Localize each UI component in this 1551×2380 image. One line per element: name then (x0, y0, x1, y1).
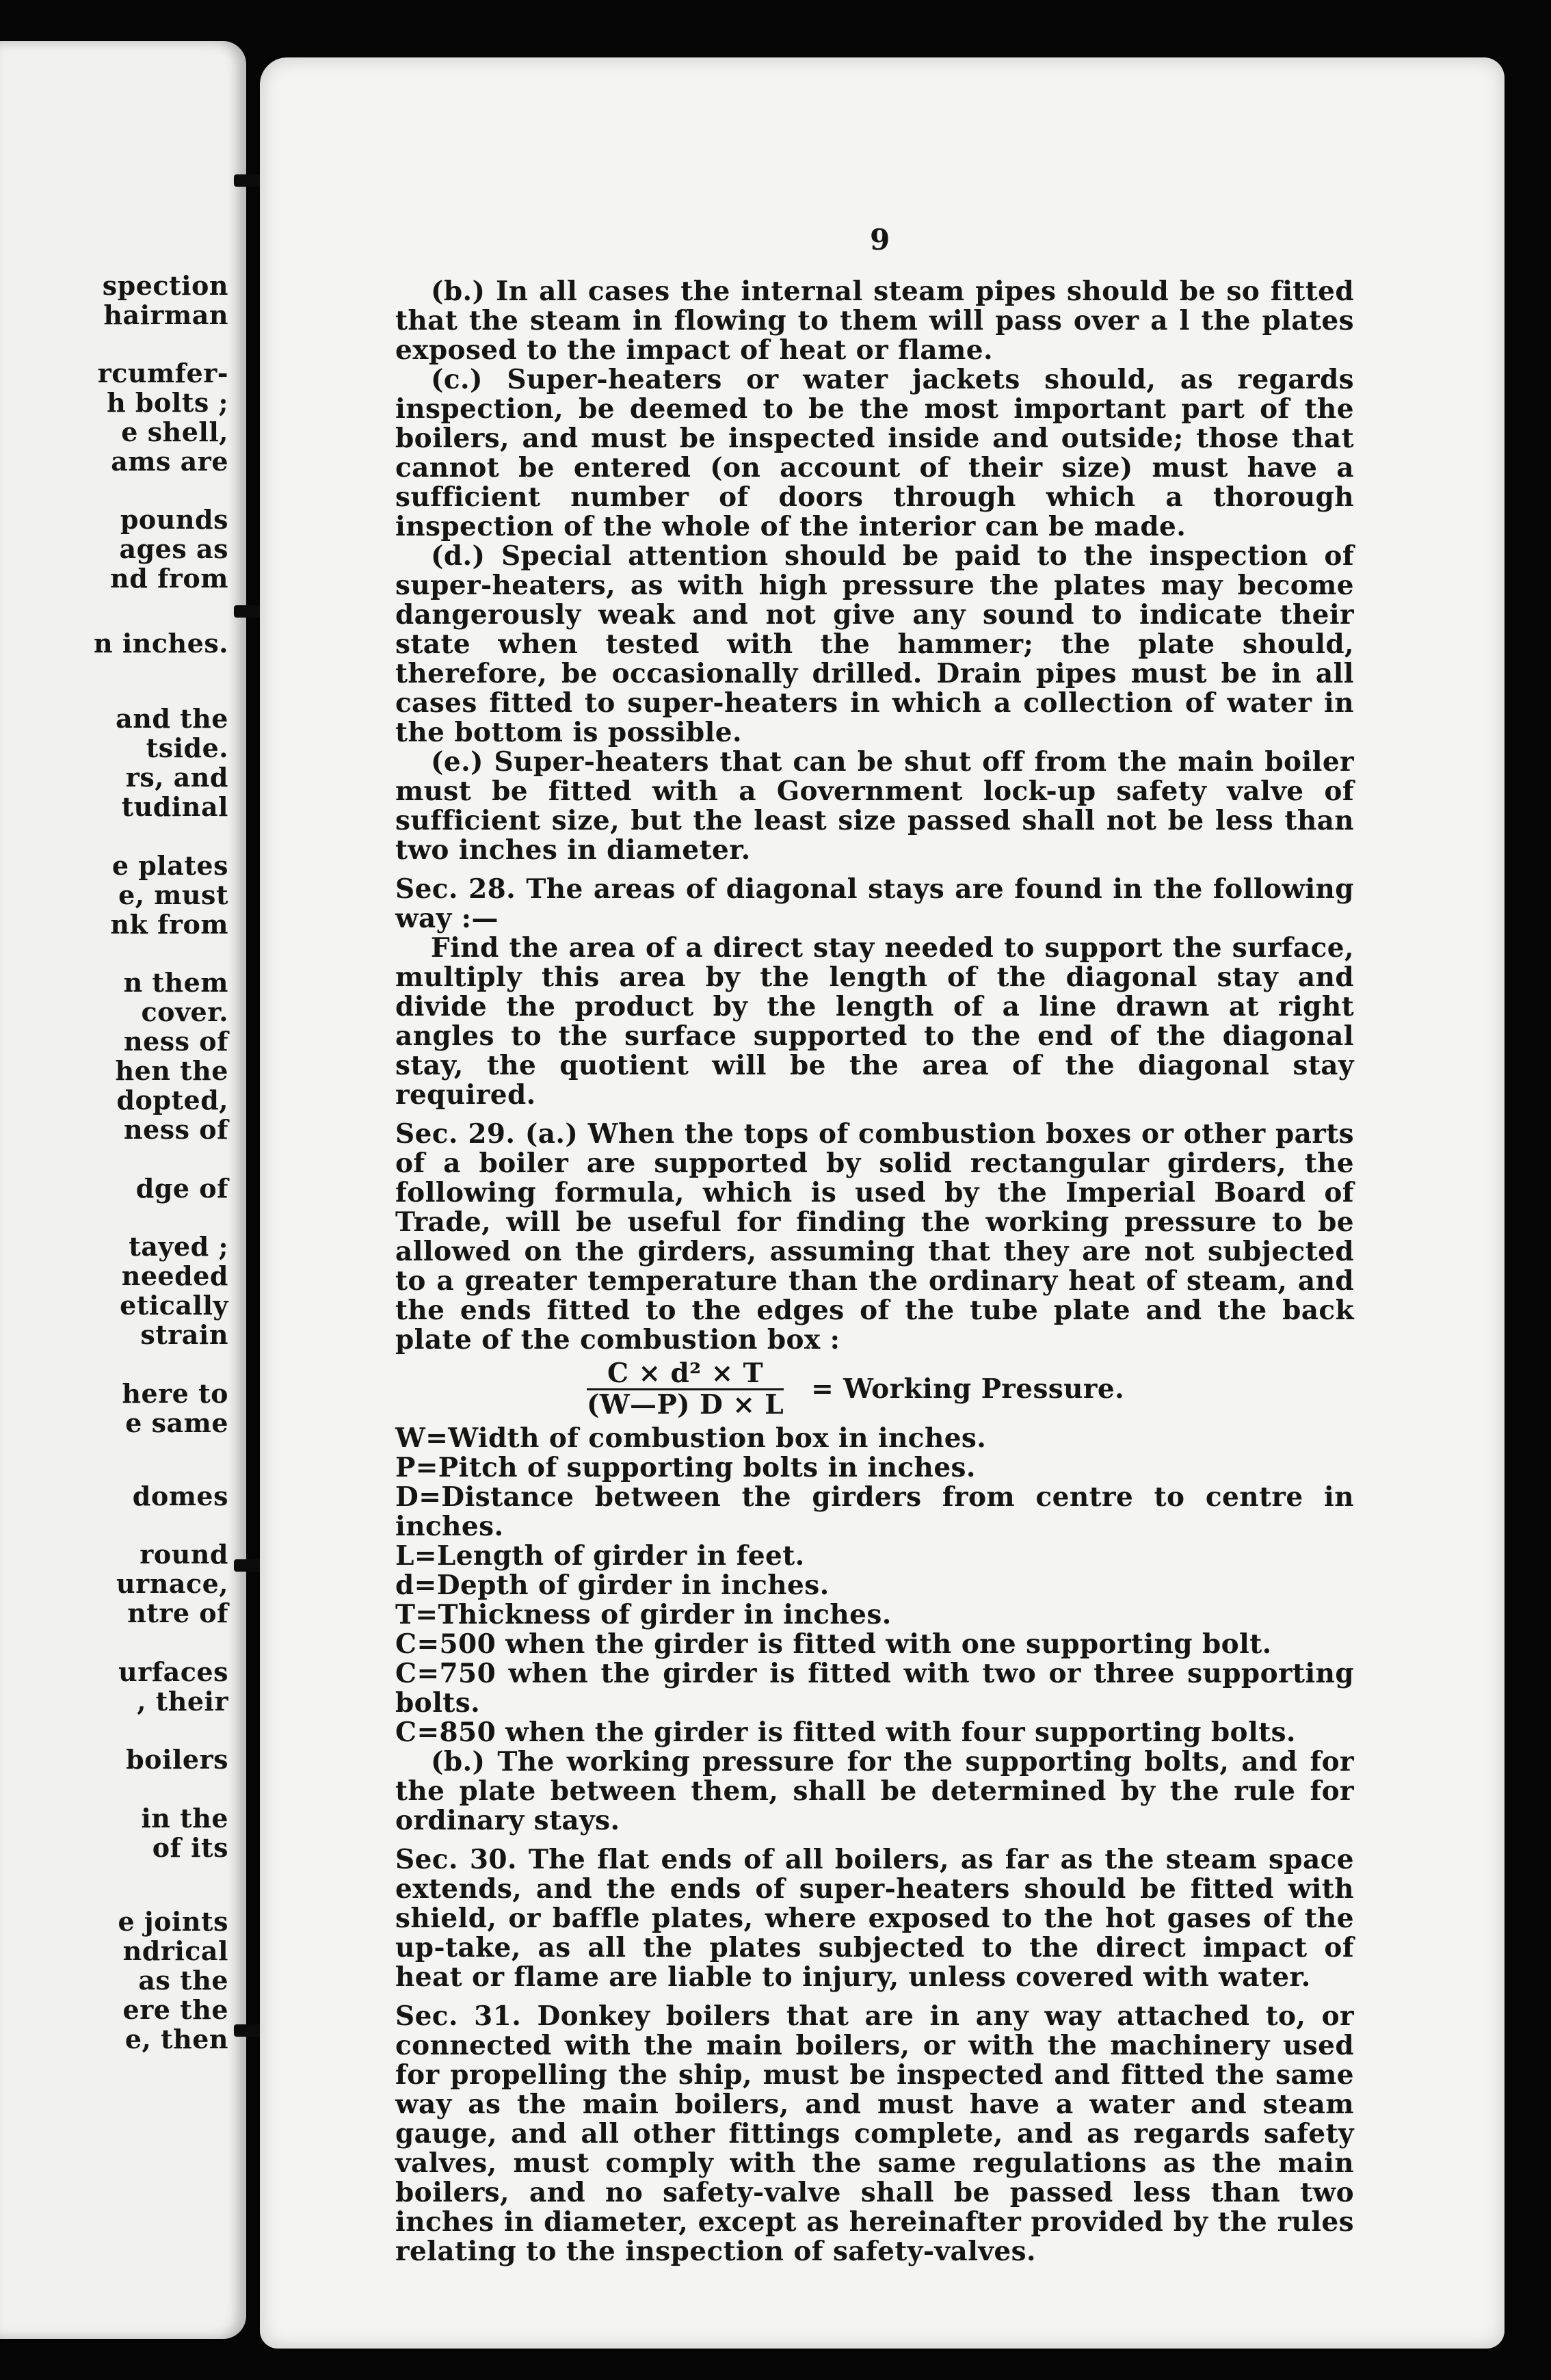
previous-page-line: n them (123, 967, 228, 998)
section-text: The flat ends of all boilers, as far as the steam space extends, and the ends of super-heaters should be fitted with shield, or baffle plates, where exposed to the hot gases of the up-take, as all the plates subjected to the direct impact of heat or flame are liable to injury, unless covered with water. (395, 1844, 1355, 1993)
section-text: The areas of diagonal stays are found in the following way :— (395, 873, 1354, 934)
previous-page-line: dopted, (116, 1085, 228, 1115)
previous-page-line: round (140, 1539, 228, 1570)
previous-page-line: needed (121, 1260, 228, 1291)
previous-page-line: in the (141, 1803, 228, 1834)
previous-page-line: ness of (123, 1114, 228, 1145)
section-28 (395, 875, 1354, 934)
definition: C=750 when the girder is fitted with two or three supporting bolts. (395, 1658, 1354, 1719)
section-number: 31. (474, 2000, 522, 2032)
previous-page-line: rs, and (125, 762, 228, 793)
section-number: 30. (469, 1844, 517, 1875)
definition: C=850 when the girder is fitted with four supporting bolts. (395, 1717, 1296, 1748)
definition: D=Distance between the girders from centre to centre in inches. (395, 1481, 1354, 1542)
definition: d=Depth of girder in inches. (395, 1570, 830, 1601)
paragraph-b: (b.) In all cases the internal steam pipes should be so fitted that the steam in flowing to them will pass over a l the plates exposed to the impact of heat or flame. (395, 276, 1354, 366)
previous-page-line: e same (125, 1407, 228, 1438)
section-29 (395, 1120, 1354, 1355)
previous-page-line: ages as (119, 533, 228, 564)
definition: T=Thickness of girder in inches. (395, 1599, 892, 1630)
section-29-b: (b.) The working pressure for the supporting bolts, and for the plate between them, shall be determined by the rule for ordinary stays. (395, 1746, 1354, 1836)
previous-page-line: e plates (111, 850, 228, 881)
previous-page-line: rcumfer- (97, 358, 228, 388)
previous-page-line: tayed ; (129, 1231, 228, 1262)
previous-page-line: e joints (118, 1906, 228, 1937)
section-label: Sec. (395, 1844, 458, 1875)
paragraph-c: (c.) Super-heaters or water jackets should, as regards inspection, be deemed to be the most important part of the boilers, and must be inspected inside and outside; those that cannot be entered (on account of their size) must have a sufficient number of doors through which a thorough inspection of the whole of the interior can be made. (395, 364, 1354, 542)
previous-page-line: tside. (146, 732, 228, 763)
previous-page-line: strain (140, 1319, 228, 1350)
previous-page-line: e, then (124, 2024, 228, 2054)
previous-page-line: hairman (103, 300, 228, 330)
previous-page-line: domes (132, 1481, 228, 1511)
paragraph-d: (d.) Special attention should be paid to the inspection of super-heaters, as with high pressure the plates may become dangerously weak and not give any sound to indicate their state when tested with the hammer; the plate should, therefore, be occasionally drilled. Drain pipes must be in all cases fitted to super-heaters in which a collection of water in the bottom is possible. (395, 540, 1354, 748)
previous-page-line: e, must (118, 880, 228, 910)
previous-page-line: as the (138, 1965, 228, 1996)
previous-page-line: nk from (110, 909, 228, 940)
previous-page-line: pounds (120, 504, 228, 535)
previous-page-line: ere the (122, 1994, 228, 2025)
paragraph-e: (e.) Super-heaters that can be shut off from the main boiler must be fitted with a Government lock-up safety valve of sufficient size, but the least size passed shall not be less than two inches in diameter. (395, 746, 1354, 866)
previous-page-line: hen the (115, 1055, 228, 1086)
formula-numerator: C × d² × T (587, 1359, 784, 1390)
previous-page-line: here to (122, 1378, 228, 1409)
previous-page-line: nd from (110, 563, 228, 594)
page-number: 9 (870, 223, 890, 256)
previous-page (0, 41, 246, 2339)
previous-page-line: spection (102, 270, 228, 301)
previous-page-line: boilers (126, 1744, 228, 1775)
page-body (395, 277, 1354, 2266)
previous-page-line: urfaces (118, 1656, 228, 1687)
section-label: Sec. (395, 1118, 458, 1150)
previous-page-line: ndrical (122, 1935, 228, 1966)
definition: L=Length of girder in feet. (395, 1540, 805, 1572)
section-text: Donkey boilers that are in any way attached to, or connected with the main boilers, or with the machinery used for propelling the ship, must be inspected and fitted the same way as the main boilers, and must have a water and steam gauge, and all other fittings complete, and as regards safety valves, must comply with the same regulations as the main boilers, and no safety-valve shall be passed less than two inches in diameter, except as hereinafter provided by the rules relating to the inspection of safety-valves. (395, 2000, 1354, 2267)
section-number: 28. (468, 873, 516, 905)
previous-page-line: h bolts ; (107, 387, 228, 418)
previous-page-line: , their (137, 1686, 228, 1717)
section-number: 29. (468, 1118, 516, 1150)
previous-page-line: dge of (135, 1173, 228, 1204)
formula-denominator: (W—P) D × L (587, 1389, 784, 1420)
definition: C=500 when the girder is fitted with one supporting bolt. (395, 1628, 1272, 1660)
previous-page-line: n inches. (94, 628, 228, 659)
previous-page-line: and the (116, 703, 228, 734)
previous-page-line: cover. (141, 996, 228, 1027)
previous-page-line: e shell, (121, 416, 228, 447)
section-label: Sec. (395, 2000, 458, 2032)
definition: W=Width of combustion box in inches. (395, 1423, 987, 1454)
section-label: Sec. (395, 873, 458, 905)
section-31 (395, 2002, 1354, 2266)
previous-page-line: urnace, (116, 1568, 228, 1599)
previous-page-line: etically (120, 1290, 228, 1321)
previous-page-line: ams are (111, 446, 228, 477)
previous-page-line: ness of (123, 1026, 228, 1057)
section-text: (a.) When the tops of combustion boxes or other parts of a boiler are supported by solid rectangular girders, the following formula, which is used by the Imperial Board of Trade, will be useful for finding the working pressure to be allowed on the girders, assuming that they are not subjected to a greater temperature than the ordinary heat of steam, and the ends fitted to the edges of the tube plate and the back plate of the combustion box : (395, 1118, 1355, 1356)
working-pressure-formula (566, 1359, 1354, 1420)
section-30 (395, 1845, 1354, 1992)
previous-page-line: ntre of (127, 1598, 228, 1628)
previous-page-line: of its (152, 1832, 228, 1863)
previous-page-line: tudinal (121, 791, 228, 822)
section-28-body: Find the area of a direct stay needed to support the surface, multiply this area by the length of the diagonal stay and divide the product by the length of a line drawn at right angles to the surface supported to the end of the diagonal stay, the quotient will be the area of the diagonal stay required. (395, 932, 1354, 1111)
formula-fraction (566, 1359, 804, 1420)
formula-result: = Working Pressure. (811, 1373, 1125, 1405)
definition: P=Pitch of supporting bolts in inches. (395, 1452, 976, 1483)
